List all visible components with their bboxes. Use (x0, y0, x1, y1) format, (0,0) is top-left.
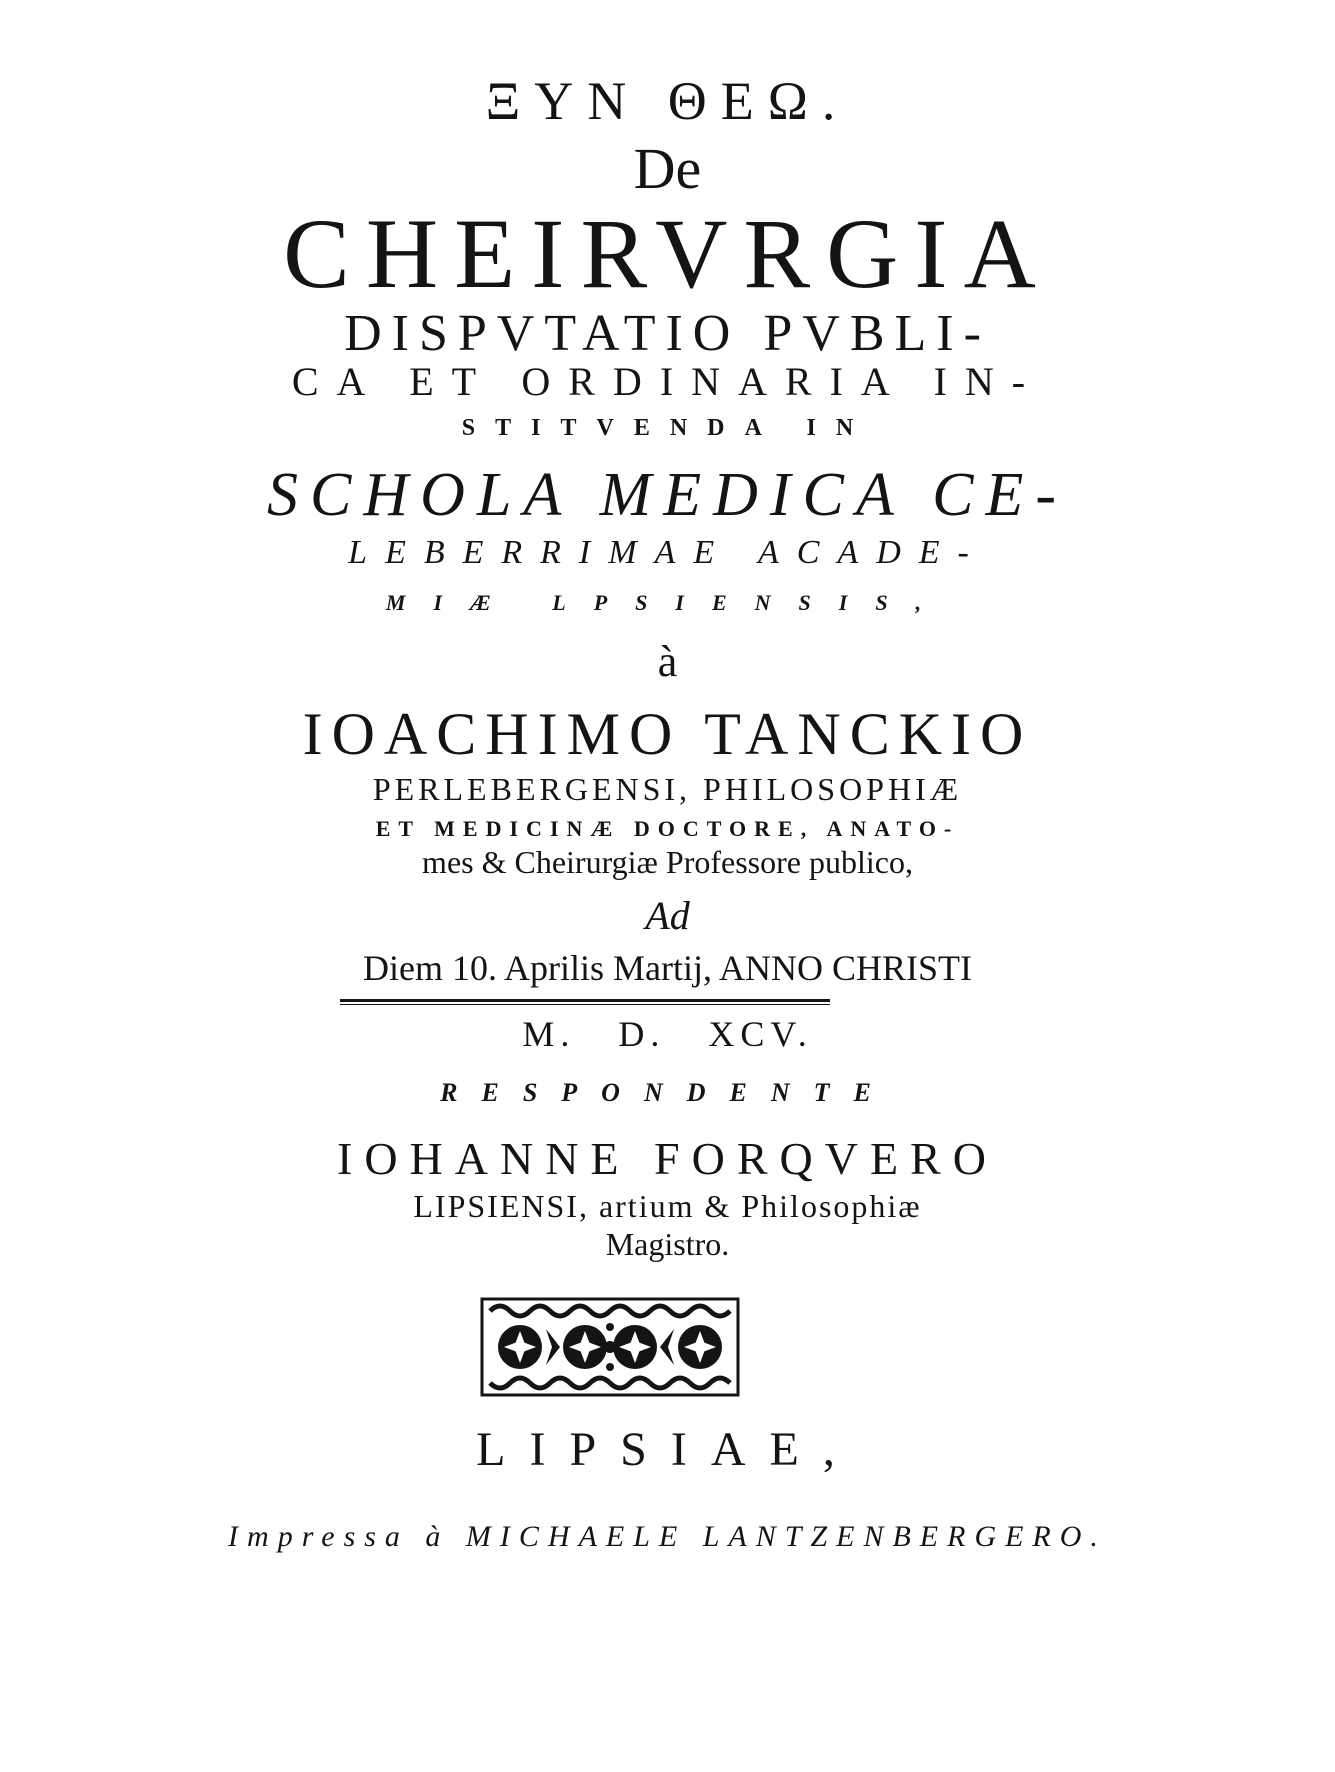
preposition-a: à (657, 637, 678, 686)
year-line: M. D. XCV. (522, 1014, 813, 1054)
school-line-1: SCHOLA MEDICA CE- (266, 461, 1069, 529)
school-line-2: LEBERRIMAE ACADE- (348, 534, 987, 571)
subtitle-line-3: STITVENDA IN (461, 415, 874, 441)
respondent-desc-line-1: LIPSIENSI, artium & Philosophiæ (413, 1188, 922, 1224)
place-of-printing: LIPSIAE, (476, 1423, 859, 1476)
date-line: Diem 10. Aprilis Martij, ANNO CHRISTI (363, 948, 972, 988)
horizontal-rule (340, 999, 830, 1005)
subtitle-line-1: DISPVTATIO PVBLI- (344, 305, 991, 362)
respondent-desc-line-2: Magistro. (605, 1226, 730, 1262)
de-heading: De (633, 136, 702, 201)
printer-line: Impressa à MICHAELE LANTZENBERGERO. (228, 1520, 1107, 1553)
main-title: CHEIRVRGIA (283, 198, 1052, 309)
author-desc-line-1: PERLEBERGENSI, PHILOSOPHIÆ (372, 771, 963, 807)
subtitle-line-2: CA ET ORDINARIA IN- (291, 359, 1044, 404)
preposition-ad: Ad (645, 893, 690, 938)
respondent-name: IOHANNE FORQVERO (337, 1133, 998, 1184)
author-desc-line-3: mes & Cheirurgiæ Professore publico, (422, 844, 913, 880)
author-name: IOACHIMO TANCKIO (302, 701, 1033, 767)
author-desc-line-2: ET MEDICINÆ DOCTORE, ANATO- (375, 816, 960, 841)
printers-ornament (480, 1297, 740, 1397)
school-line-3: MIÆ LPSIENSIS, (385, 590, 950, 615)
respondente-line: RESPONDENTE (440, 1078, 895, 1107)
greek-motto: ΞΥΝ ΘΕΩ. (485, 71, 850, 131)
